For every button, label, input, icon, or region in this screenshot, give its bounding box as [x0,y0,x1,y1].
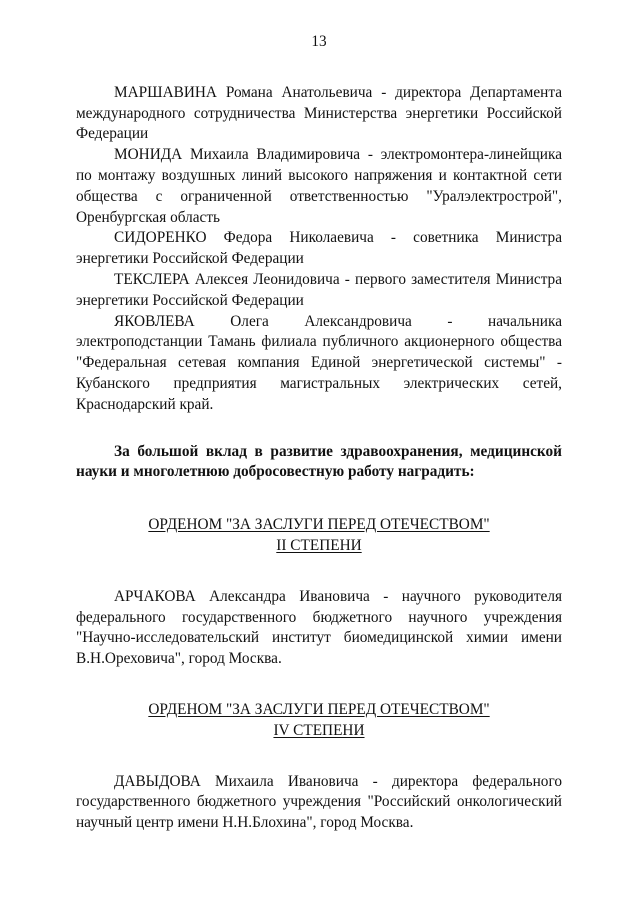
recipient-yakovlev: ЯКОВЛЕВА Олега Александровича - начальника электроподстанции Тамань филиала публичного акционерного общества "Федеральная сетевая компания Единой энергетической системы" - Кубанского предприятия магистральных электрических сетей, Краснодарский край. [76,312,562,413]
award-heading: За большой вклад в развитие здравоохранения, медицинской науки и многолетнюю добросовестную работу наградить: [76,442,562,481]
recipient-marshavin: МАРШАВИНА Романа Анатольевича - директора Департамента международного сотрудничества Министерства энергетики Российской Федерации [76,83,562,143]
order-title-4th-degree [76,700,562,742]
recipient-archakov: АРЧАКОВА Александра Ивановича - научного руководителя федерального государственного бюджетного научного учреждения "Научно-исследовательский институт биомедицинской химии имени В.Н.Ореховича", город Москва. [76,587,562,668]
page-number: 13 [311,33,327,50]
recipient-sidorenko: СИДОРЕНКО Федора Николаевича - советника Министра энергетики Российской Федерации [76,229,562,268]
award-section [76,442,562,484]
order-title-line1: ОРДЕНОМ "ЗА ЗАСЛУГИ ПЕРЕД ОТЕЧЕСТВОМ" [148,700,490,718]
order-title-line1: ОРДЕНОМ "ЗА ЗАСЛУГИ ПЕРЕД ОТЕЧЕСТВОМ" [148,516,490,534]
order-title-line2: IV СТЕПЕНИ [273,721,365,739]
order-title-2nd-degree [76,515,562,557]
recipient-davydov: ДАВЫДОВА Михаила Ивановича - директора федерального государственного бюджетного учреждения "Российский онкологический научный центр имени Н.Н.Блохина", город Москва. [76,772,562,832]
recipient-teksler: ТЕКСЛЕРА Алексея Леонидовича - первого заместителя Министра энергетики Российской Федерации [76,270,562,309]
recipient-monid: МОНИДА Михаила Владимировича - электромонтера-линейщика по монтажу воздушных линий высокого напряжения и контактной сети общества с ограниченной ответственностью "Уралэлектрострой", Оренбургская область [76,146,562,226]
order-title-line2: II СТЕПЕНИ [276,536,362,554]
